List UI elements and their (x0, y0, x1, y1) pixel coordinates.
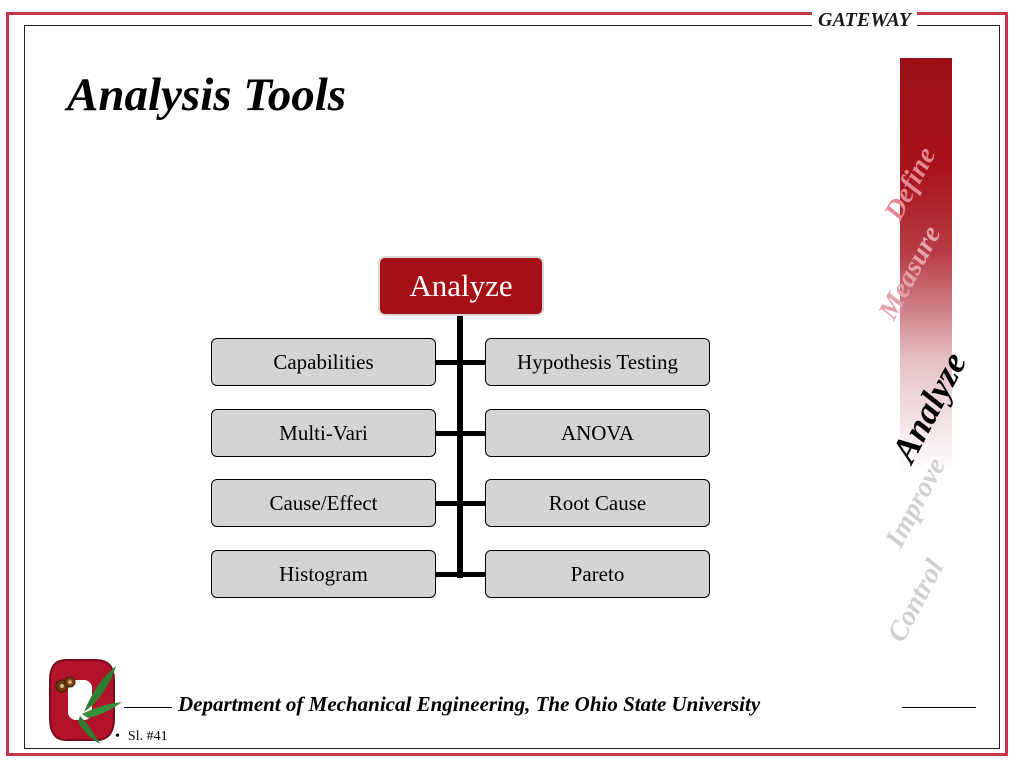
branch-connector (436, 360, 486, 365)
node-capabilities: Capabilities (211, 338, 436, 386)
slide-number: Sl. #41 (127, 729, 168, 744)
phase-improve: Improve (879, 452, 953, 553)
ohio-state-buckeye-logo-icon (44, 652, 124, 747)
footer-department: Department of Mechanical Engineering, The Ohio State University (178, 692, 761, 716)
bullet-icon: • (115, 729, 120, 744)
tree-trunk-connector (457, 316, 463, 578)
phase-analyze: Analyze (883, 345, 975, 469)
phase-define: Define (878, 142, 943, 226)
branch-connector (436, 501, 486, 506)
node-root-cause: Root Cause (485, 479, 710, 527)
slide-title: Analysis Tools (67, 69, 347, 121)
phase-measure: Measure (872, 220, 948, 325)
node-pareto: Pareto (485, 550, 710, 598)
branch-connector (436, 431, 486, 436)
node-multi-vari: Multi-Vari (211, 409, 436, 457)
slide-number-row (115, 729, 168, 745)
node-anova: ANOVA (485, 409, 710, 457)
root-node-analyze: Analyze (378, 256, 544, 316)
branch-connector (436, 572, 486, 577)
node-cause-effect: Cause/Effect (211, 479, 436, 527)
gateway-tag: GATEWAY (812, 9, 917, 32)
footer-rule-right (902, 707, 976, 708)
inner-frame (24, 25, 1000, 749)
footer-rule-left (124, 707, 172, 708)
node-histogram: Histogram (211, 550, 436, 598)
phase-control: Control (881, 554, 951, 648)
node-hypothesis-testing: Hypothesis Testing (485, 338, 710, 386)
